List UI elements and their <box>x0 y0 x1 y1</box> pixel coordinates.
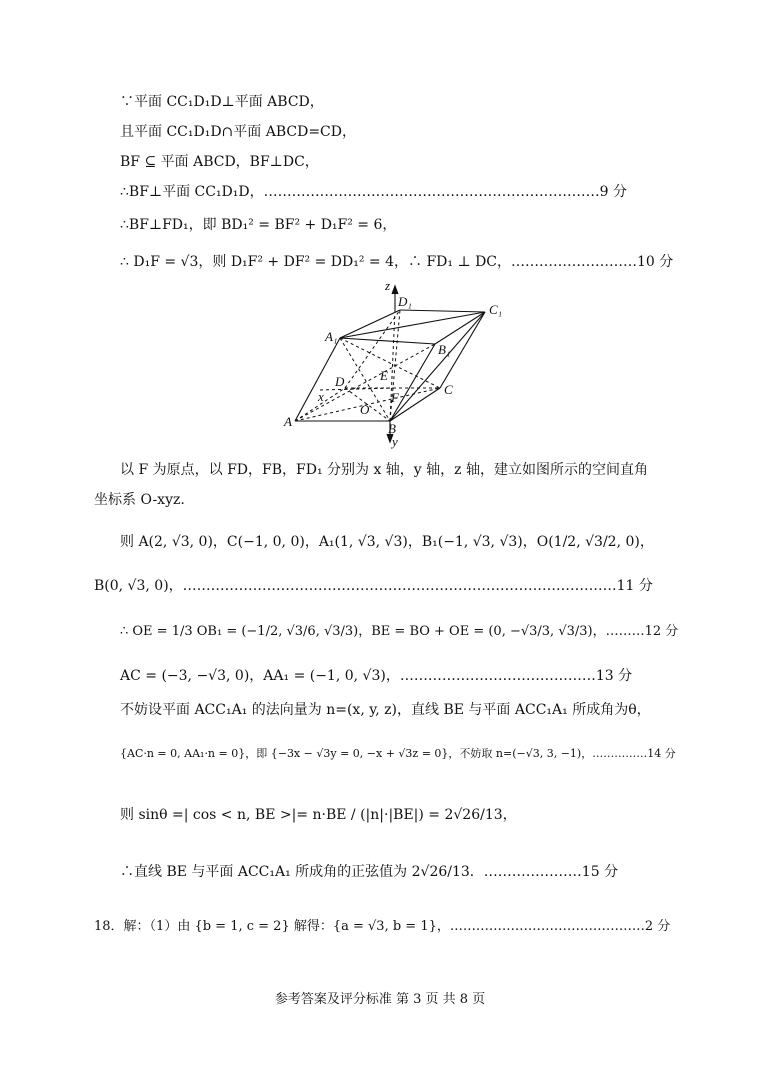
line-17: 18．解：（1）由 {b = 1, c = 2} 解得：{a = √3, b = 1}，………………………………………2 分 <box>94 919 671 934</box>
line-9: 则 A(2, √3, 0)，C(−1, 0, 0)，A₁(1, √3, √3)，B₁(−1, √3, √3)，O(1/2, √3/2, 0)， <box>120 534 654 550</box>
line-1: ∵平面 CC₁D₁D⊥平面 ABCD， <box>120 94 324 110</box>
line-6: ∴ D₁F = √3，则 D₁F² + DF² = DD₁² = 4，∴ FD₁ ⊥ DC，………………………10 分 <box>120 254 674 270</box>
label-z: z <box>385 278 391 293</box>
line-11: ∴ OE = 1/3 OB₁ = (−1/2, √3/6, √3/3)，BE = BO + OE = (0, −√3/3, √3/3)，………12 分 <box>120 624 679 639</box>
line-12: AC = (−3, −√3, 0)，AA₁ = (−1, 0, √3)，……………………………………13 分 <box>120 668 633 684</box>
page-footer: 参考答案及评分标准 第 3 页 共 8 页 <box>274 992 486 1007</box>
line-4: ∴BF⊥平面 CC₁D₁D，………………………………………………………………9 分 <box>120 184 627 200</box>
line-7: 以 F 为原点，以 FD，FB，FD₁ 分别为 x 轴，y 轴，z 轴，建立如图所示的空间直角 <box>120 462 648 478</box>
label-C: C <box>444 382 453 397</box>
label-A1: A₁ <box>325 329 338 344</box>
label-C1: C₁ <box>489 302 503 317</box>
line-16: ∴直线 BE 与平面 ACC₁A₁ 所成角的正弦值为 2√26/13．…………………15 分 <box>120 864 619 880</box>
label-D: D <box>335 374 345 389</box>
line-5: ∴BF⊥FD₁，即 BD₁² = BF² + D₁F² = 6， <box>120 217 397 233</box>
label-y: y <box>392 434 398 449</box>
label-D1: D₁ <box>398 294 412 309</box>
line-10: B(0, √3, 0)，…………………………………………………………………………………11 分 <box>94 578 653 594</box>
geometry-figure <box>280 278 503 449</box>
line-15: 则 sinθ =| cos < n, BE >|= n·BE / (|n|·|BE|) = 2√26/13， <box>120 807 517 823</box>
label-B1: B₁ <box>438 342 451 357</box>
line-3: BF ⊆ 平面 ABCD，BF⊥DC， <box>120 154 319 170</box>
line-8: 坐标系 O-xyz. <box>94 492 185 508</box>
label-E: E <box>380 368 388 383</box>
label-x: x <box>318 389 324 404</box>
line-14: {AC·n = 0, AA₁·n = 0}，即 {−3x − √3y = 0, −x + √3z = 0}，不妨取 n=(−√3, 3, −1)，……………14 分 <box>120 747 676 760</box>
line-13: 不妨设平面 ACC₁A₁ 的法向量为 n=(x, y, z)，直线 BE 与平面 ACC₁A₁ 所成角为θ， <box>120 702 651 718</box>
label-F: F <box>391 390 399 405</box>
label-A: A <box>284 414 292 429</box>
label-O: O <box>360 402 370 417</box>
line-2: 且平面 CC₁D₁D∩平面 ABCD=CD， <box>120 124 356 140</box>
label-B: B <box>388 421 396 436</box>
